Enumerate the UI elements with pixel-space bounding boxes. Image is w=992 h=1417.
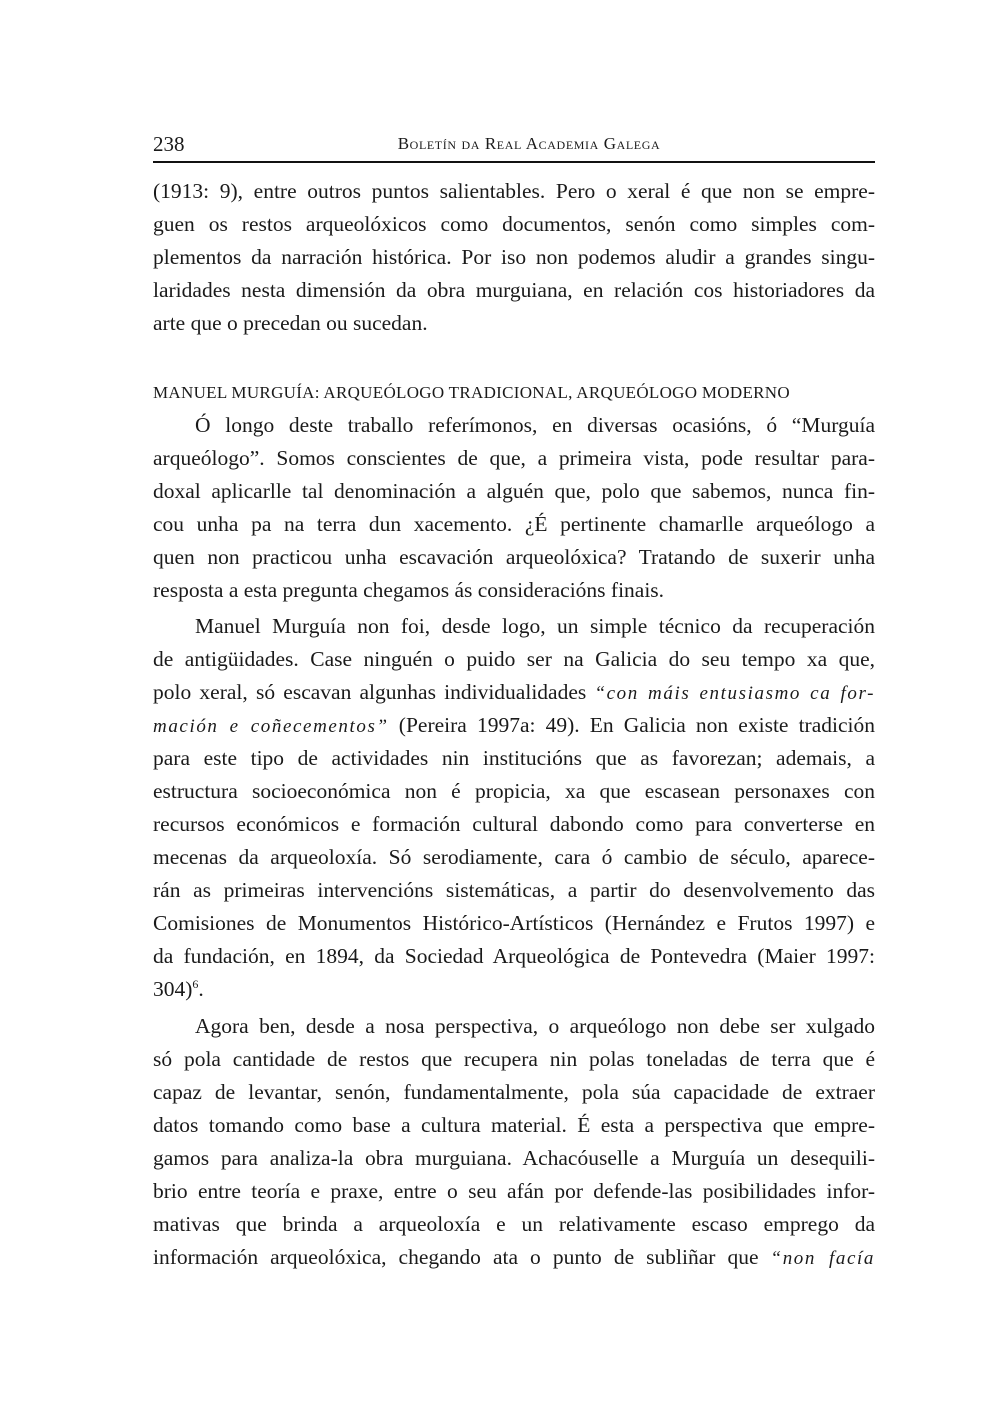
text-line: capaz de levantar, senón, fundamentalmente, pola súa capacidade de extraer <box>153 1080 875 1104</box>
text-line: Comisiones de Monumentos Histórico-Artísticos (Hernández e Frutos 1997) e <box>153 911 875 935</box>
text-line: resposta a esta pregunta chegamos ás consideracións finais. <box>153 578 665 602</box>
text-line: mativas que brinda a arqueoloxía e un relativamente escaso emprego da <box>153 1212 875 1236</box>
running-title: Boletín da Real Academia Galega <box>397 134 661 153</box>
text-line: guen os restos arqueolóxicos como documentos, senón como simples com- <box>153 212 875 236</box>
page-number: 238 <box>153 132 185 156</box>
text-span: . <box>198 977 204 1001</box>
text-line <box>153 973 875 1006</box>
text-line: Manuel Murguía non foi, desde logo, un simple técnico da recuperación <box>195 614 875 638</box>
text-line: Ó longo deste traballo referímonos, en diversas ocasións, ó “Murguía <box>195 413 875 437</box>
header-rule <box>153 161 875 163</box>
paragraph-1 <box>153 175 875 340</box>
text-line: recursos económicos e formación cultural dabondo como para converterse en <box>153 812 875 836</box>
text-line: estructura socioeconómica non é propicia, xa que escasean personaxes con <box>153 779 875 803</box>
quotation-italic: mación e coñecementos” <box>153 716 389 737</box>
text-line <box>153 1241 875 1274</box>
text-line: gamos para analiza-la obra murguiana. Achacóuselle a Murguía un desequili- <box>153 1146 875 1170</box>
footnote-marker[interactable]: 6 <box>192 976 199 991</box>
section-heading-block <box>153 376 875 409</box>
text-line: da fundación, en 1894, da Sociedad Arqueológica de Pontevedra (Maier 1997: <box>153 944 875 968</box>
text-line: doxal aplicarlle tal denominación a alguén que, polo que sabemos, nunca fin- <box>153 479 875 503</box>
paragraph-2 <box>153 409 875 607</box>
paragraph-4 <box>153 1010 875 1274</box>
text-line: só pola cantidade de restos que recupera nin polas toneladas de terra que é <box>153 1047 875 1071</box>
text-span: polo xeral, só escavan algunhas individualidades <box>153 680 595 704</box>
text-line <box>153 676 875 709</box>
text-line: mecenas da arqueoloxía. Só serodiamente, cara ó cambio de século, aparece- <box>153 845 875 869</box>
text-line: brio entre teoría e praxe, entre o seu afán por defende-las posibilidades infor- <box>153 1179 875 1203</box>
text-line <box>153 709 875 742</box>
paragraph-3 <box>153 610 875 1006</box>
text-line: (1913: 9), entre outros puntos salientables. Pero o xeral é que non se empre- <box>153 179 875 203</box>
text-line: arte que o precedan ou sucedan. <box>153 311 428 335</box>
text-span: información arqueolóxica, chegando ata o punto de subliñar que <box>153 1245 771 1269</box>
text-span: (Pereira 1997a: 49). En Galicia non existe tradición <box>388 713 875 737</box>
text-line: plementos da narración histórica. Por iso non podemos aludir a grandes singu- <box>153 245 875 269</box>
text-line: arqueólogo”. Somos conscientes de que, a primeira vista, pode resultar para- <box>153 446 875 470</box>
section-heading: MANUEL MURGUÍA: ARQUEÓLOGO TRADICIONAL, ARQUEÓLOGO MODERNO <box>153 383 790 402</box>
text-line: datos tomando como base a cultura material. É esta a perspectiva que empre- <box>153 1113 875 1137</box>
quotation-italic: “non facía <box>770 1248 875 1269</box>
text-line: Agora ben, desde a nosa perspectiva, o arqueólogo non debe ser xulgado <box>195 1014 875 1038</box>
text-line: de antigüidades. Case ninguén o puido ser na Galicia do seu tempo xa que, <box>153 647 875 671</box>
text-line: laridades nesta dimensión da obra murguiana, en relación cos historiadores da <box>153 278 875 302</box>
running-header <box>153 128 875 160</box>
text-line: para este tipo de actividades nin institucións que as favorezan; ademais, a <box>153 746 875 770</box>
text-line: cou unha pa na terra dun xacemento. ¿É pertinente chamarlle arqueólogo a <box>153 512 875 536</box>
quotation-italic: “con máis entusiasmo ca for- <box>594 683 875 704</box>
text-span: 304) <box>153 977 193 1001</box>
text-line: rán as primeiras intervencións sistemáticas, a partir do desenvolvemento das <box>153 878 875 902</box>
text-line: quen non practicou unha escavación arqueolóxica? Tratando de suxerir unha <box>153 545 875 569</box>
